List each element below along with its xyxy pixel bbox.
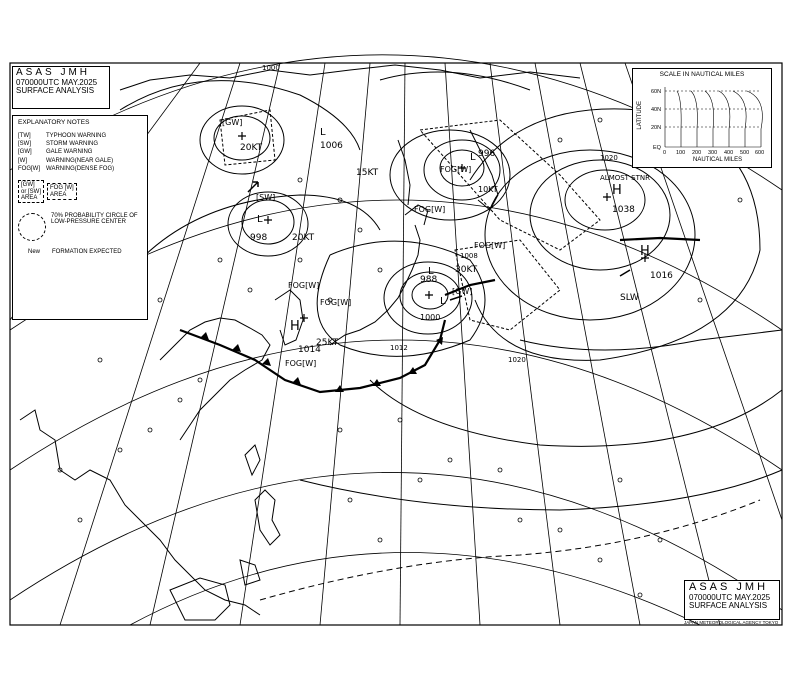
isobar-label: 1000 <box>262 64 280 72</box>
isobar-label: 1020 <box>600 154 618 162</box>
warning-label: [GW] <box>452 287 473 296</box>
center-low-label: L <box>440 296 446 307</box>
legend-code: [W] <box>18 157 27 164</box>
legend-area-or: or <box>21 188 27 195</box>
legend-text: GALE WARNING <box>46 149 93 156</box>
center-high-value: 1038 <box>612 205 635 215</box>
legend-text: WARNING(DENSE FOG) <box>46 166 115 172</box>
center-high-value: 1016 <box>650 271 673 281</box>
legend-text: TYPHOON WARNING <box>46 132 107 139</box>
center-low-label: L <box>320 127 326 138</box>
header-time: 070000UTC MAY.2025 <box>16 77 98 87</box>
legend-row <box>18 133 142 139</box>
warning-label: FOG[W] <box>285 359 317 368</box>
scale-lat-tick: 40N <box>651 107 662 113</box>
legend-new-text: FORMATION EXPECTED <box>52 249 122 256</box>
station-marks <box>58 118 742 597</box>
warning-label: FOG[W] <box>474 241 506 250</box>
movement-label: 20KT <box>240 143 263 153</box>
scale-xlabel: NAUTICAL MILES <box>693 157 743 163</box>
header-time: 070000UTC MAY.2025 <box>689 592 771 602</box>
legend-row <box>18 166 142 172</box>
scale-nm-tick: 200 <box>692 150 702 156</box>
center-low-value: 1000 <box>420 313 441 322</box>
legend-area-gw-code: [GW] <box>21 182 35 189</box>
legend-probability-text: 70% PROBABILITY CIRCLE OF LOW-PRESSURE CENTER <box>51 213 138 226</box>
movement-label: 10KT <box>478 185 498 194</box>
scale-title: SCALE IN NAUTICAL MILES <box>659 71 745 78</box>
isobar-label: 1012 <box>390 344 408 352</box>
legend-code: [SW] <box>18 141 31 148</box>
legend-code: FOG[W] <box>18 166 40 172</box>
center-low-label: L <box>257 214 263 225</box>
header-chart-name: SURFACE ANALYSIS <box>16 85 95 95</box>
header-bottom-right <box>684 580 780 620</box>
legend-text: WARNING(NEAR GALE) <box>46 157 114 164</box>
legend-area-fog-code: FOG [W] <box>50 185 74 192</box>
center-low-value: 988 <box>420 275 438 285</box>
warning-label: FOG[W] <box>440 165 472 174</box>
scale-nm-tick: 400 <box>724 150 734 156</box>
legend-row <box>18 149 142 155</box>
header-agency: ASAS JMH <box>689 581 769 593</box>
probability-circle-icon <box>18 213 46 241</box>
legend-area-fog <box>47 183 77 200</box>
scale-graph <box>633 69 771 167</box>
center-low-label: L <box>470 152 476 163</box>
legend-area-fog-label: AREA <box>50 191 67 198</box>
center-low-value: 998 <box>250 233 268 243</box>
scale-nm-tick: 0 <box>663 150 667 156</box>
movement-label: 15KT <box>356 168 379 178</box>
legend-new-label: New <box>28 249 41 256</box>
legend-area-row <box>18 180 142 203</box>
center-high-value: 1014 <box>298 345 321 355</box>
isobar-label: 1008 <box>460 252 478 260</box>
scale-lat-tick: 20N <box>651 125 662 131</box>
movement-label: ALMOST STNR <box>600 174 651 182</box>
legend-new-row <box>18 249 142 255</box>
scale-latitude-label: LATITUDE <box>637 101 643 130</box>
explanatory-notes <box>12 115 148 320</box>
movement-label: 25KT <box>316 338 339 348</box>
warning-label: FOG[W] <box>414 205 446 214</box>
legend-area-gw <box>18 180 44 203</box>
header-agency: ASAS JMH <box>16 67 91 78</box>
legend-code: [GW] <box>18 149 32 156</box>
header-chart-name: SURFACE ANALYSIS <box>689 600 768 610</box>
movement-label: SLW <box>620 293 639 303</box>
center-high-label: H <box>290 319 300 334</box>
scale-nm-tick: 300 <box>708 150 718 156</box>
scale-nm-tick: 600 <box>755 150 765 156</box>
header-top-left <box>12 66 110 109</box>
legend-row <box>18 158 142 164</box>
legend-area-label: AREA <box>21 194 38 201</box>
legend-area-sw-code: [SW] <box>28 188 42 195</box>
legend-row <box>18 141 142 147</box>
center-low-value: 996 <box>478 149 496 159</box>
isobar-label: 1020 <box>508 356 526 364</box>
movement-label: 30KT <box>455 265 478 275</box>
agency-footer: JAPAN METEOROLOGICAL AGENCY TOKYO <box>684 620 779 625</box>
legend-probability-row <box>18 213 142 241</box>
scale-lat-tick: 60N <box>651 89 662 95</box>
nautical-mile-scale <box>632 68 772 168</box>
warning-areas <box>220 110 600 330</box>
warning-label: [GW] <box>222 118 243 127</box>
center-high-label: H <box>612 183 622 198</box>
movement-label: 20KT <box>292 233 315 243</box>
warning-label: FOG[W] <box>288 281 320 290</box>
center-low-value: 1006 <box>320 141 343 151</box>
center-low-label: L <box>428 266 434 277</box>
legend-code: [TW] <box>18 132 31 139</box>
warning-label: FOG[W] <box>320 298 352 307</box>
scale-nm-tick: 500 <box>740 150 750 156</box>
scale-nm-tick: 100 <box>676 150 686 156</box>
scale-lat-tick: EQ <box>653 145 661 151</box>
legend-title: EXPLANATORY NOTES <box>18 119 90 126</box>
center-high-label: H <box>640 244 650 259</box>
legend-text: STORM WARNING <box>46 141 98 148</box>
warning-label: [SW] <box>256 193 276 202</box>
